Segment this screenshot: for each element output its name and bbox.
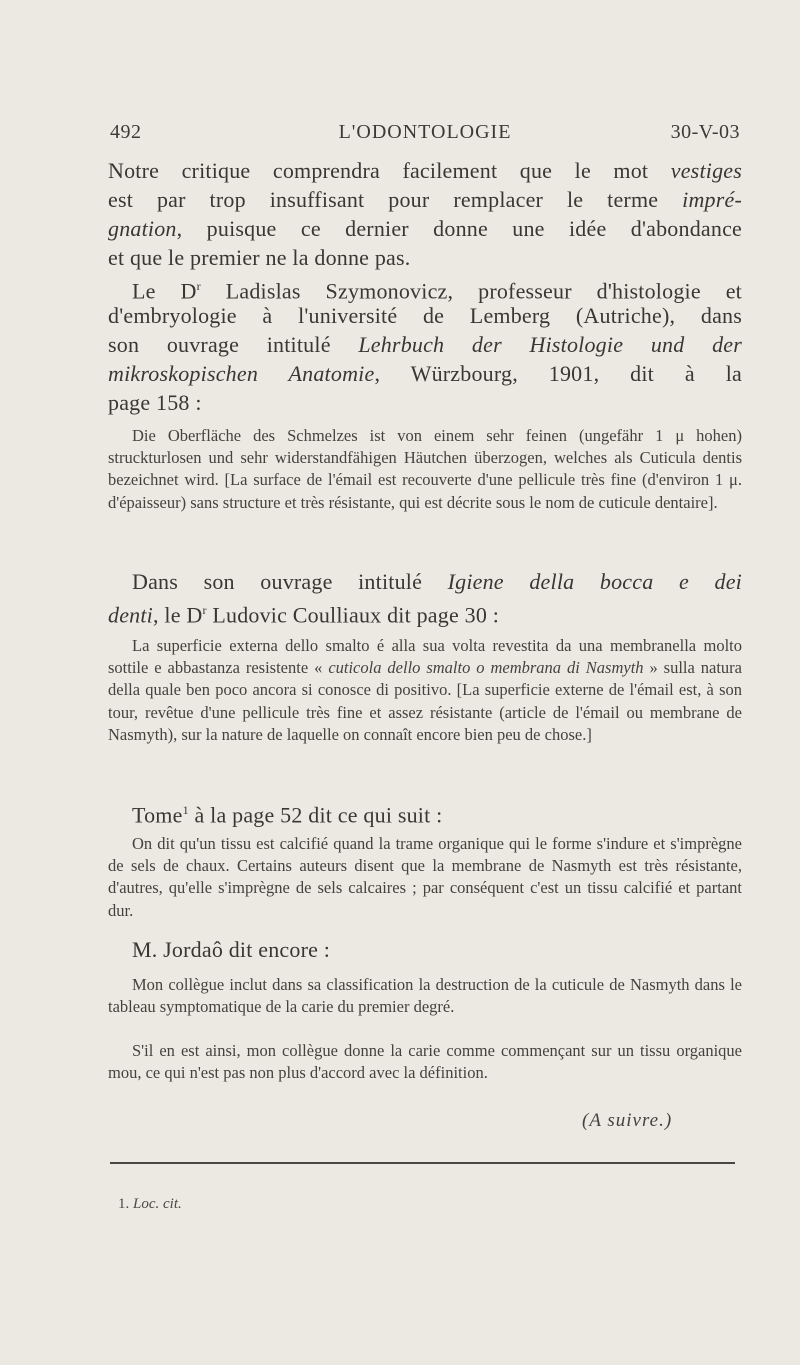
quote-german: Die Oberfläche des Schmelzes ist von einem sehr feinen (ungefähr 1 μ hohen) struckturlosen und sehr widerstandfähigen Häutchen überzogen, welches als Cuticula dentis bezeichnet wird. [La surface de l'émail est recouverte d'une pellicule très fine (d'environ 1 μ. d'épaisseur) sans structure et très résistante, qui est décrite sous le nom de cuticule dentaire]. [108, 426, 742, 512]
quote-organic-tissue: S'il en est ainsi, mon collègue donne la carie comme commençant sur un tissu organique mou, ce qui n'est pas non plus d'accord avec la définition. [108, 1041, 742, 1083]
continued-note: (A suivre.) [582, 1110, 673, 1131]
paragraph-3-line-1: Dans son ouvrage intitulé Igiene della bocca e dei [132, 569, 742, 594]
footnote-text: Loc. cit. [133, 1196, 182, 1212]
paragraph-4: Tome$^1$ à la page 52 dit ce qui suit : [132, 802, 443, 828]
footnote-rule [110, 1162, 735, 1164]
paragraph-2-line-1: Le $D^r$ Ladislas Szymonovicz, professeur d'histologie et [132, 278, 742, 304]
paragraph-1-line-1: Notre critique comprendra facilement que le mot vestiges [108, 158, 742, 183]
page-number: 492 [110, 121, 142, 143]
paragraph-3-line-2: denti, le $D^r$ Ludovic Coulliaux dit page 30 : [108, 602, 500, 628]
quote-classification: Mon collègue inclut dans sa classification la destruction de la cuticule de Nasmyth dans le tableau symptomatique de la carie du premier degré. [108, 975, 742, 1017]
running-header [110, 121, 740, 147]
quote-calcification: On dit qu'un tissu est calcifié quand la trame organique qui le forme s'indure et s'imprègne de sels de chaux. Certains auteurs disent que la membrane de Nasmyth est très résistante, d'autres, qu'elle s'imprègne de sels calcaires ; par conséquent c'est un tissu calcifié et partant dur. [108, 834, 742, 920]
paragraph-2-line-5: page 158 : [108, 390, 202, 415]
footnote [118, 1196, 182, 1213]
paragraph-2-line-2: d'embryologie à l'université de Lemberg (Autriche), dans [108, 303, 742, 328]
journal-title: L'ODONTOLOGIE [338, 121, 512, 143]
quote-italian: La superficie externa dello smalto é alla sua volta revestita da una membranella molto sottile e abbastanza resistente « cuticola dello smalto o membrana di Nasmyth » sulla natura della quale ben poco ancora si conosce di positivo. [La superficie externe de l'émail est, à son tour, revêtue d'une pellicule très fine et assez résistante (article de l'émail ou membrane de Nasmyth), sur la nature de laquelle on connaît encore bien peu de chose.] [108, 636, 742, 744]
paragraph-2-line-4: mikroskopischen Anatomie, Würzbourg, 1901, dit à la [108, 361, 742, 386]
paragraph-1-line-2: est par trop insuffisant pour remplacer le terme impré- [108, 187, 742, 212]
footnote-number: 1. [118, 1196, 130, 1212]
paragraph-1-line-3: gnation, puisque ce dernier donne une idée d'abondance [108, 216, 742, 241]
paragraph-5: M. Jordaô dit encore : [132, 937, 331, 962]
issue-date: 30-V-03 [670, 121, 740, 143]
paragraph-2-line-3: son ouvrage intitulé Lehrbuch der Histologie und der [108, 332, 742, 357]
paragraph-1-line-4: et que le premier ne la donne pas. [108, 245, 411, 270]
